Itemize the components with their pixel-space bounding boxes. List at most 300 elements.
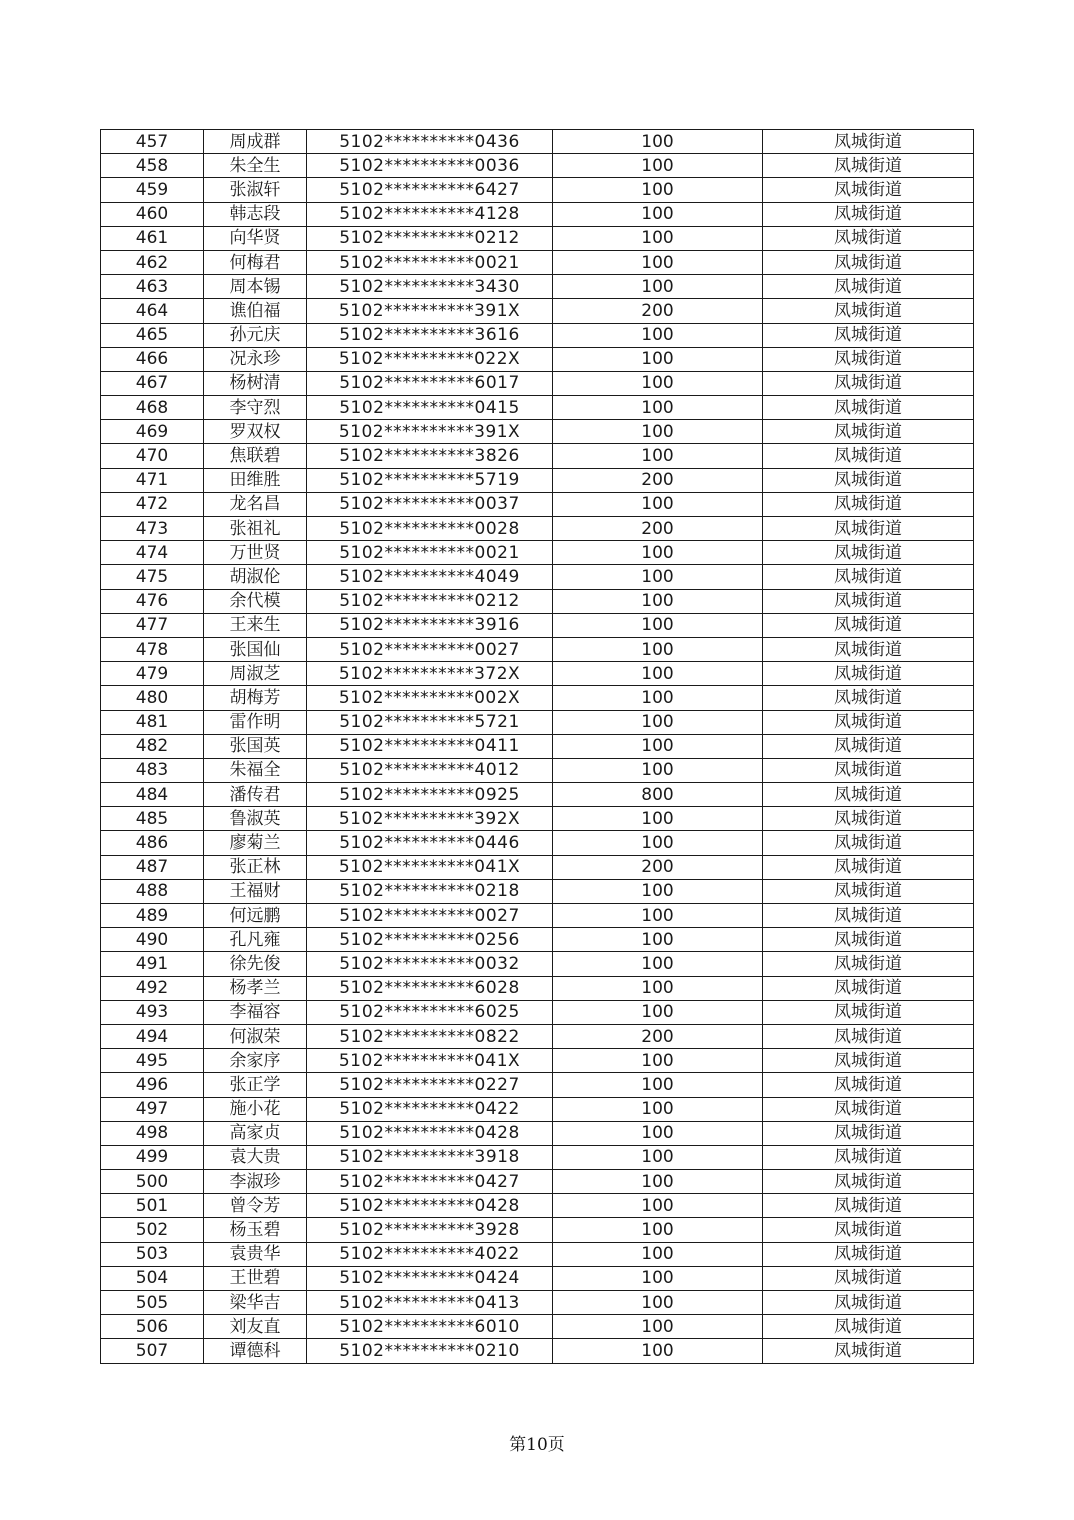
table-row bbox=[101, 492, 974, 516]
table-row bbox=[101, 468, 974, 492]
street-cell: 凤城街道 bbox=[763, 420, 974, 444]
amount-cell: 100 bbox=[553, 1121, 763, 1145]
name-cell: 况永珍 bbox=[204, 347, 307, 371]
table-row bbox=[101, 1266, 974, 1290]
amount-cell: 100 bbox=[553, 541, 763, 565]
table-row bbox=[101, 952, 974, 976]
amount-cell: 100 bbox=[553, 275, 763, 299]
id-number-cell: 5102**********372X bbox=[307, 662, 553, 686]
amount-cell: 200 bbox=[553, 299, 763, 323]
street-cell: 凤城街道 bbox=[763, 178, 974, 202]
table-row bbox=[101, 517, 974, 541]
id-number-cell: 5102**********0256 bbox=[307, 928, 553, 952]
amount-cell: 100 bbox=[553, 178, 763, 202]
id-number-cell: 5102**********0446 bbox=[307, 831, 553, 855]
row-number-cell: 469 bbox=[101, 420, 204, 444]
table-row bbox=[101, 371, 974, 395]
name-cell: 周本锡 bbox=[204, 275, 307, 299]
id-number-cell: 5102**********0218 bbox=[307, 879, 553, 903]
table-row bbox=[101, 420, 974, 444]
id-number-cell: 5102**********6010 bbox=[307, 1315, 553, 1339]
id-number-cell: 5102**********4049 bbox=[307, 565, 553, 589]
name-cell: 何淑荣 bbox=[204, 1024, 307, 1048]
table-row bbox=[101, 396, 974, 420]
row-number-cell: 464 bbox=[101, 299, 204, 323]
id-number-cell: 5102**********4128 bbox=[307, 202, 553, 226]
row-number-cell: 487 bbox=[101, 855, 204, 879]
street-cell: 凤城街道 bbox=[763, 686, 974, 710]
row-number-cell: 497 bbox=[101, 1097, 204, 1121]
id-number-cell: 5102**********0925 bbox=[307, 783, 553, 807]
amount-cell: 100 bbox=[553, 202, 763, 226]
street-cell: 凤城街道 bbox=[763, 758, 974, 782]
amount-cell: 100 bbox=[553, 1145, 763, 1169]
street-cell: 凤城街道 bbox=[763, 323, 974, 347]
name-cell: 向华贤 bbox=[204, 226, 307, 250]
id-number-cell: 5102**********0037 bbox=[307, 492, 553, 516]
id-number-cell: 5102**********0032 bbox=[307, 952, 553, 976]
amount-cell: 100 bbox=[553, 831, 763, 855]
street-cell: 凤城街道 bbox=[763, 637, 974, 661]
street-cell: 凤城街道 bbox=[763, 1121, 974, 1145]
table-row bbox=[101, 976, 974, 1000]
id-number-cell: 5102**********3916 bbox=[307, 613, 553, 637]
amount-cell: 100 bbox=[553, 130, 763, 154]
row-number-cell: 504 bbox=[101, 1266, 204, 1290]
street-cell: 凤城街道 bbox=[763, 275, 974, 299]
row-number-cell: 477 bbox=[101, 613, 204, 637]
id-number-cell: 5102**********4022 bbox=[307, 1242, 553, 1266]
street-cell: 凤城街道 bbox=[763, 1266, 974, 1290]
row-number-cell: 501 bbox=[101, 1194, 204, 1218]
id-number-cell: 5102**********022X bbox=[307, 347, 553, 371]
id-number-cell: 5102**********3918 bbox=[307, 1145, 553, 1169]
name-cell: 高家贞 bbox=[204, 1121, 307, 1145]
name-cell: 潘传君 bbox=[204, 783, 307, 807]
id-number-cell: 5102**********0036 bbox=[307, 154, 553, 178]
table-row bbox=[101, 1242, 974, 1266]
row-number-cell: 485 bbox=[101, 807, 204, 831]
table-row bbox=[101, 275, 974, 299]
name-cell: 朱福全 bbox=[204, 758, 307, 782]
name-cell: 焦联碧 bbox=[204, 444, 307, 468]
street-cell: 凤城街道 bbox=[763, 928, 974, 952]
id-number-cell: 5102**********0210 bbox=[307, 1339, 553, 1363]
street-cell: 凤城街道 bbox=[763, 1315, 974, 1339]
id-number-cell: 5102**********391X bbox=[307, 299, 553, 323]
amount-cell: 100 bbox=[553, 1194, 763, 1218]
amount-cell: 200 bbox=[553, 517, 763, 541]
name-cell: 王世碧 bbox=[204, 1266, 307, 1290]
street-cell: 凤城街道 bbox=[763, 444, 974, 468]
row-number-cell: 466 bbox=[101, 347, 204, 371]
id-number-cell: 5102**********5721 bbox=[307, 710, 553, 734]
roster-table-body bbox=[101, 130, 974, 1364]
table-row bbox=[101, 154, 974, 178]
street-cell: 凤城街道 bbox=[763, 130, 974, 154]
id-number-cell: 5102**********0822 bbox=[307, 1024, 553, 1048]
name-cell: 徐先俊 bbox=[204, 952, 307, 976]
row-number-cell: 496 bbox=[101, 1073, 204, 1097]
street-cell: 凤城街道 bbox=[763, 154, 974, 178]
row-number-cell: 457 bbox=[101, 130, 204, 154]
id-number-cell: 5102**********0021 bbox=[307, 541, 553, 565]
row-number-cell: 478 bbox=[101, 637, 204, 661]
name-cell: 李淑珍 bbox=[204, 1170, 307, 1194]
id-number-cell: 5102**********0021 bbox=[307, 250, 553, 274]
street-cell: 凤城街道 bbox=[763, 589, 974, 613]
name-cell: 韩志段 bbox=[204, 202, 307, 226]
table-row bbox=[101, 1194, 974, 1218]
table-row bbox=[101, 1049, 974, 1073]
id-number-cell: 5102**********0428 bbox=[307, 1121, 553, 1145]
table-row bbox=[101, 589, 974, 613]
id-number-cell: 5102**********0413 bbox=[307, 1291, 553, 1315]
row-number-cell: 502 bbox=[101, 1218, 204, 1242]
amount-cell: 100 bbox=[553, 976, 763, 1000]
amount-cell: 100 bbox=[553, 904, 763, 928]
street-cell: 凤城街道 bbox=[763, 904, 974, 928]
row-number-cell: 468 bbox=[101, 396, 204, 420]
table-row bbox=[101, 1121, 974, 1145]
table-row bbox=[101, 637, 974, 661]
row-number-cell: 482 bbox=[101, 734, 204, 758]
id-number-cell: 5102**********041X bbox=[307, 855, 553, 879]
table-row bbox=[101, 226, 974, 250]
amount-cell: 100 bbox=[553, 347, 763, 371]
row-number-cell: 465 bbox=[101, 323, 204, 347]
name-cell: 孔凡雍 bbox=[204, 928, 307, 952]
street-cell: 凤城街道 bbox=[763, 250, 974, 274]
amount-cell: 100 bbox=[553, 637, 763, 661]
street-cell: 凤城街道 bbox=[763, 1170, 974, 1194]
table-row bbox=[101, 879, 974, 903]
table-row bbox=[101, 1170, 974, 1194]
table-row bbox=[101, 758, 974, 782]
street-cell: 凤城街道 bbox=[763, 1339, 974, 1363]
table-row bbox=[101, 1291, 974, 1315]
street-cell: 凤城街道 bbox=[763, 1000, 974, 1024]
amount-cell: 100 bbox=[553, 1315, 763, 1339]
row-number-cell: 498 bbox=[101, 1121, 204, 1145]
row-number-cell: 489 bbox=[101, 904, 204, 928]
id-number-cell: 5102**********3616 bbox=[307, 323, 553, 347]
table-row bbox=[101, 202, 974, 226]
id-number-cell: 5102**********5719 bbox=[307, 468, 553, 492]
amount-cell: 100 bbox=[553, 807, 763, 831]
name-cell: 鲁淑英 bbox=[204, 807, 307, 831]
amount-cell: 100 bbox=[553, 1097, 763, 1121]
table-row bbox=[101, 783, 974, 807]
row-number-cell: 506 bbox=[101, 1315, 204, 1339]
street-cell: 凤城街道 bbox=[763, 517, 974, 541]
name-cell: 罗双权 bbox=[204, 420, 307, 444]
name-cell: 周淑芝 bbox=[204, 662, 307, 686]
amount-cell: 100 bbox=[553, 928, 763, 952]
name-cell: 张国英 bbox=[204, 734, 307, 758]
name-cell: 张正学 bbox=[204, 1073, 307, 1097]
table-row bbox=[101, 904, 974, 928]
id-number-cell: 5102**********4012 bbox=[307, 758, 553, 782]
row-number-cell: 503 bbox=[101, 1242, 204, 1266]
table-row bbox=[101, 686, 974, 710]
row-number-cell: 495 bbox=[101, 1049, 204, 1073]
id-number-cell: 5102**********0212 bbox=[307, 226, 553, 250]
street-cell: 凤城街道 bbox=[763, 1097, 974, 1121]
id-number-cell: 5102**********0411 bbox=[307, 734, 553, 758]
row-number-cell: 460 bbox=[101, 202, 204, 226]
name-cell: 曾令芳 bbox=[204, 1194, 307, 1218]
row-number-cell: 476 bbox=[101, 589, 204, 613]
street-cell: 凤城街道 bbox=[763, 202, 974, 226]
row-number-cell: 490 bbox=[101, 928, 204, 952]
amount-cell: 100 bbox=[553, 734, 763, 758]
name-cell: 余家序 bbox=[204, 1049, 307, 1073]
name-cell: 李福容 bbox=[204, 1000, 307, 1024]
street-cell: 凤城街道 bbox=[763, 1145, 974, 1169]
amount-cell: 100 bbox=[553, 710, 763, 734]
table-row bbox=[101, 299, 974, 323]
table-row bbox=[101, 734, 974, 758]
amount-cell: 100 bbox=[553, 1218, 763, 1242]
amount-cell: 100 bbox=[553, 420, 763, 444]
table-row bbox=[101, 831, 974, 855]
name-cell: 万世贤 bbox=[204, 541, 307, 565]
row-number-cell: 461 bbox=[101, 226, 204, 250]
table-row bbox=[101, 613, 974, 637]
id-number-cell: 5102**********6028 bbox=[307, 976, 553, 1000]
row-number-cell: 479 bbox=[101, 662, 204, 686]
name-cell: 张国仙 bbox=[204, 637, 307, 661]
table-row bbox=[101, 178, 974, 202]
street-cell: 凤城街道 bbox=[763, 1024, 974, 1048]
amount-cell: 100 bbox=[553, 879, 763, 903]
amount-cell: 100 bbox=[553, 613, 763, 637]
id-number-cell: 5102**********3826 bbox=[307, 444, 553, 468]
row-number-cell: 470 bbox=[101, 444, 204, 468]
name-cell: 余代模 bbox=[204, 589, 307, 613]
amount-cell: 100 bbox=[553, 758, 763, 782]
name-cell: 张正林 bbox=[204, 855, 307, 879]
name-cell: 何远鹏 bbox=[204, 904, 307, 928]
street-cell: 凤城街道 bbox=[763, 710, 974, 734]
id-number-cell: 5102**********0227 bbox=[307, 1073, 553, 1097]
name-cell: 刘友直 bbox=[204, 1315, 307, 1339]
amount-cell: 100 bbox=[553, 686, 763, 710]
id-number-cell: 5102**********0427 bbox=[307, 1170, 553, 1194]
row-number-cell: 505 bbox=[101, 1291, 204, 1315]
table-row bbox=[101, 1315, 974, 1339]
amount-cell: 200 bbox=[553, 1024, 763, 1048]
amount-cell: 100 bbox=[553, 1000, 763, 1024]
table-row bbox=[101, 1024, 974, 1048]
amount-cell: 200 bbox=[553, 855, 763, 879]
street-cell: 凤城街道 bbox=[763, 1194, 974, 1218]
table-row bbox=[101, 1218, 974, 1242]
row-number-cell: 507 bbox=[101, 1339, 204, 1363]
name-cell: 廖菊兰 bbox=[204, 831, 307, 855]
street-cell: 凤城街道 bbox=[763, 831, 974, 855]
amount-cell: 800 bbox=[553, 783, 763, 807]
amount-cell: 100 bbox=[553, 565, 763, 589]
id-number-cell: 5102**********002X bbox=[307, 686, 553, 710]
street-cell: 凤城街道 bbox=[763, 1242, 974, 1266]
id-number-cell: 5102**********391X bbox=[307, 420, 553, 444]
id-number-cell: 5102**********0424 bbox=[307, 1266, 553, 1290]
street-cell: 凤城街道 bbox=[763, 855, 974, 879]
table-row bbox=[101, 250, 974, 274]
row-number-cell: 474 bbox=[101, 541, 204, 565]
street-cell: 凤城街道 bbox=[763, 662, 974, 686]
id-number-cell: 5102**********6017 bbox=[307, 371, 553, 395]
id-number-cell: 5102**********0027 bbox=[307, 904, 553, 928]
name-cell: 王来生 bbox=[204, 613, 307, 637]
name-cell: 施小花 bbox=[204, 1097, 307, 1121]
table-row bbox=[101, 1339, 974, 1363]
amount-cell: 100 bbox=[553, 371, 763, 395]
name-cell: 梁华吉 bbox=[204, 1291, 307, 1315]
name-cell: 袁大贵 bbox=[204, 1145, 307, 1169]
amount-cell: 100 bbox=[553, 952, 763, 976]
row-number-cell: 494 bbox=[101, 1024, 204, 1048]
name-cell: 杨孝兰 bbox=[204, 976, 307, 1000]
street-cell: 凤城街道 bbox=[763, 1049, 974, 1073]
table-row bbox=[101, 444, 974, 468]
amount-cell: 100 bbox=[553, 396, 763, 420]
name-cell: 胡梅芳 bbox=[204, 686, 307, 710]
street-cell: 凤城街道 bbox=[763, 492, 974, 516]
street-cell: 凤城街道 bbox=[763, 226, 974, 250]
street-cell: 凤城街道 bbox=[763, 396, 974, 420]
street-cell: 凤城街道 bbox=[763, 371, 974, 395]
amount-cell: 100 bbox=[553, 1266, 763, 1290]
name-cell: 袁贵华 bbox=[204, 1242, 307, 1266]
amount-cell: 100 bbox=[553, 444, 763, 468]
amount-cell: 100 bbox=[553, 492, 763, 516]
name-cell: 何梅君 bbox=[204, 250, 307, 274]
street-cell: 凤城街道 bbox=[763, 976, 974, 1000]
row-number-cell: 484 bbox=[101, 783, 204, 807]
row-number-cell: 486 bbox=[101, 831, 204, 855]
name-cell: 胡淑伦 bbox=[204, 565, 307, 589]
name-cell: 谭德科 bbox=[204, 1339, 307, 1363]
row-number-cell: 475 bbox=[101, 565, 204, 589]
row-number-cell: 499 bbox=[101, 1145, 204, 1169]
name-cell: 王福财 bbox=[204, 879, 307, 903]
id-number-cell: 5102**********6427 bbox=[307, 178, 553, 202]
street-cell: 凤城街道 bbox=[763, 879, 974, 903]
row-number-cell: 471 bbox=[101, 468, 204, 492]
street-cell: 凤城街道 bbox=[763, 299, 974, 323]
id-number-cell: 5102**********0027 bbox=[307, 637, 553, 661]
street-cell: 凤城街道 bbox=[763, 565, 974, 589]
id-number-cell: 5102**********3928 bbox=[307, 1218, 553, 1242]
amount-cell: 100 bbox=[553, 250, 763, 274]
street-cell: 凤城街道 bbox=[763, 613, 974, 637]
amount-cell: 100 bbox=[553, 154, 763, 178]
table-row bbox=[101, 347, 974, 371]
amount-cell: 100 bbox=[553, 226, 763, 250]
street-cell: 凤城街道 bbox=[763, 807, 974, 831]
amount-cell: 200 bbox=[553, 468, 763, 492]
id-number-cell: 5102**********0415 bbox=[307, 396, 553, 420]
row-number-cell: 463 bbox=[101, 275, 204, 299]
amount-cell: 100 bbox=[553, 323, 763, 347]
row-number-cell: 500 bbox=[101, 1170, 204, 1194]
table-row bbox=[101, 1145, 974, 1169]
amount-cell: 100 bbox=[553, 589, 763, 613]
table-row bbox=[101, 928, 974, 952]
table-row bbox=[101, 662, 974, 686]
id-number-cell: 5102**********6025 bbox=[307, 1000, 553, 1024]
roster-table bbox=[100, 129, 974, 1364]
table-row bbox=[101, 1097, 974, 1121]
id-number-cell: 5102**********0428 bbox=[307, 1194, 553, 1218]
amount-cell: 100 bbox=[553, 1339, 763, 1363]
street-cell: 凤城街道 bbox=[763, 783, 974, 807]
row-number-cell: 472 bbox=[101, 492, 204, 516]
street-cell: 凤城街道 bbox=[763, 468, 974, 492]
table-row bbox=[101, 1073, 974, 1097]
amount-cell: 100 bbox=[553, 1291, 763, 1315]
amount-cell: 100 bbox=[553, 1049, 763, 1073]
id-number-cell: 5102**********0028 bbox=[307, 517, 553, 541]
amount-cell: 100 bbox=[553, 1242, 763, 1266]
row-number-cell: 480 bbox=[101, 686, 204, 710]
street-cell: 凤城街道 bbox=[763, 1218, 974, 1242]
row-number-cell: 492 bbox=[101, 976, 204, 1000]
row-number-cell: 467 bbox=[101, 371, 204, 395]
name-cell: 龙名昌 bbox=[204, 492, 307, 516]
row-number-cell: 493 bbox=[101, 1000, 204, 1024]
amount-cell: 100 bbox=[553, 1073, 763, 1097]
row-number-cell: 473 bbox=[101, 517, 204, 541]
row-number-cell: 462 bbox=[101, 250, 204, 274]
name-cell: 谯伯福 bbox=[204, 299, 307, 323]
table-row bbox=[101, 1000, 974, 1024]
street-cell: 凤城街道 bbox=[763, 952, 974, 976]
id-number-cell: 5102**********3430 bbox=[307, 275, 553, 299]
id-number-cell: 5102**********0436 bbox=[307, 130, 553, 154]
row-number-cell: 488 bbox=[101, 879, 204, 903]
street-cell: 凤城街道 bbox=[763, 734, 974, 758]
table-row bbox=[101, 710, 974, 734]
name-cell: 田维胜 bbox=[204, 468, 307, 492]
name-cell: 周成群 bbox=[204, 130, 307, 154]
amount-cell: 100 bbox=[553, 1170, 763, 1194]
street-cell: 凤城街道 bbox=[763, 1073, 974, 1097]
table-row bbox=[101, 807, 974, 831]
name-cell: 张淑轩 bbox=[204, 178, 307, 202]
street-cell: 凤城街道 bbox=[763, 347, 974, 371]
row-number-cell: 481 bbox=[101, 710, 204, 734]
row-number-cell: 459 bbox=[101, 178, 204, 202]
name-cell: 朱全生 bbox=[204, 154, 307, 178]
table-row bbox=[101, 130, 974, 154]
id-number-cell: 5102**********392X bbox=[307, 807, 553, 831]
amount-cell: 100 bbox=[553, 662, 763, 686]
id-number-cell: 5102**********041X bbox=[307, 1049, 553, 1073]
name-cell: 李守烈 bbox=[204, 396, 307, 420]
row-number-cell: 458 bbox=[101, 154, 204, 178]
street-cell: 凤城街道 bbox=[763, 1291, 974, 1315]
street-cell: 凤城街道 bbox=[763, 541, 974, 565]
name-cell: 孙元庆 bbox=[204, 323, 307, 347]
row-number-cell: 483 bbox=[101, 758, 204, 782]
id-number-cell: 5102**********0422 bbox=[307, 1097, 553, 1121]
table-row bbox=[101, 323, 974, 347]
name-cell: 杨玉碧 bbox=[204, 1218, 307, 1242]
